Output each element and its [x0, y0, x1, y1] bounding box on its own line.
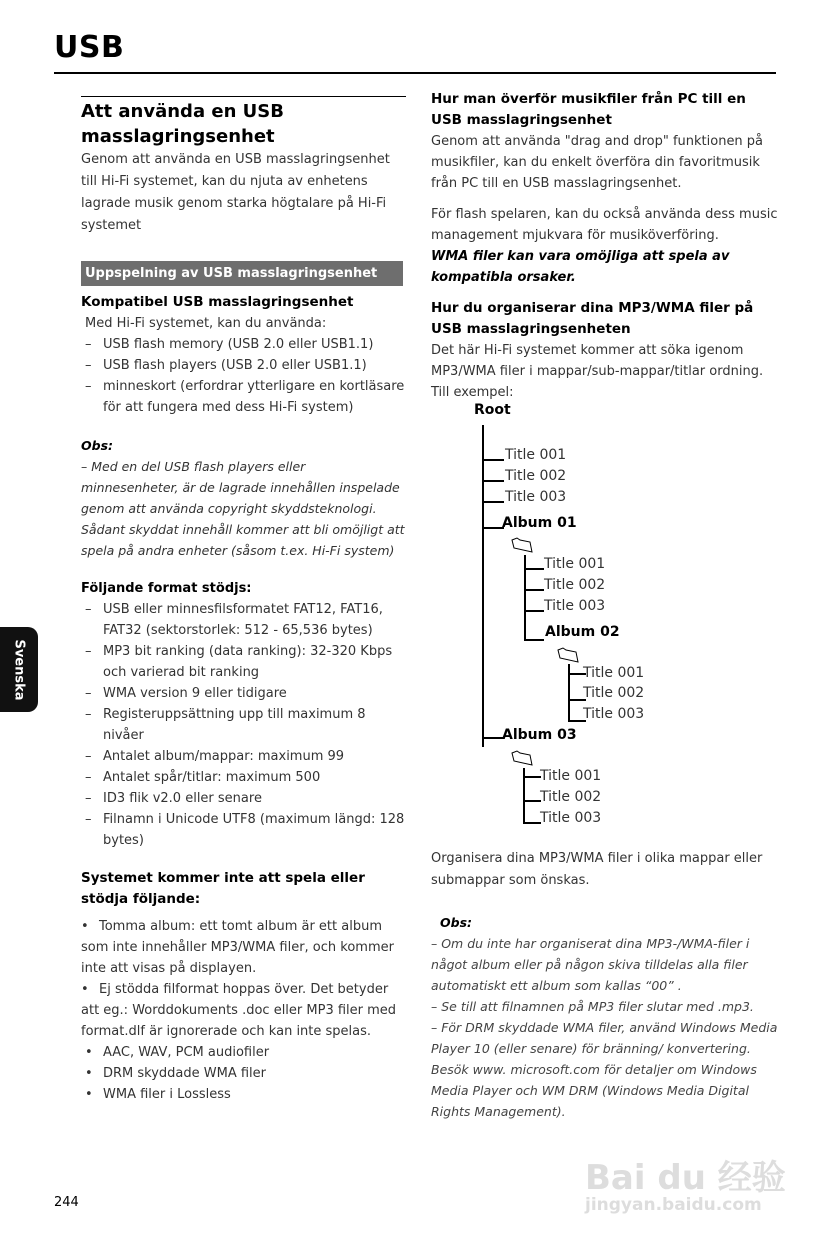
list-item-text: AAC, WAV, PCM audiofiler [103, 1045, 270, 1060]
bullet: – [85, 791, 92, 806]
list-item-text: MP3 bit ranking (data ranking): 32-320 Kbps och varierad bit ranking [103, 644, 393, 680]
bullet: – [85, 707, 92, 722]
list-item [81, 704, 406, 746]
unsupported-list [81, 916, 406, 1105]
list-item [81, 746, 406, 767]
watermark-logo: Bai du 经验 [585, 1158, 786, 1198]
transfer-heading: Hur man överför musikfiler från PC till en USB masslagringsenhet [431, 91, 746, 128]
tree-title: Title 001 [583, 665, 645, 681]
transfer-text-1: Genom att använda "drag and drop" funktionen på musikfiler, kan du enkelt överföra din favoritmusik från PC till en USB masslagringsenhet. [431, 134, 764, 191]
intro-text: Genom att använda en USB masslagringsenhet till Hi-Fi systemet, kan du njuta av enhetens lagrade musik genom starka högtalare på Hi-Fi systemet [81, 152, 390, 233]
tree-branch [524, 568, 544, 570]
list-item [81, 641, 406, 683]
bullet: – [85, 602, 92, 617]
left-column [81, 96, 406, 1105]
list-item-text: Tomma album: ett tomt album är ett album som inte innehåller MP3/WMA filer, och kommer inte att visas på displayen. [81, 919, 394, 976]
section-heading: Att använda en USB masslagringsenhet [81, 101, 284, 147]
tree-branch [523, 822, 541, 824]
list-item-text: WMA version 9 eller tidigare [103, 686, 287, 701]
folder-icon [557, 647, 579, 663]
header-rule [54, 72, 776, 74]
transfer-text-2: För flash spelaren, kan du också använda dess music management mjukvara för musiköverföring. [431, 207, 778, 243]
unsupported-heading: Systemet kommer inte att spela eller stödja följande: [81, 870, 365, 907]
tree-title: Title 001 [540, 768, 602, 784]
list-item [431, 996, 779, 1017]
tree-title: Title 001 [505, 447, 567, 463]
right-column-lower [431, 848, 779, 1122]
tree-title: Title 002 [544, 577, 606, 593]
bullet: • [85, 1066, 93, 1081]
list-item-text: Filnamn i Unicode UTF8 (maximum längd: 128 bytes) [103, 812, 405, 848]
formats-heading: Följande format stödjs: [81, 581, 252, 596]
organize-heading: Hur du organiserar dina MP3/WMA filer på USB masslagringsenheten [431, 300, 754, 337]
bullet: • [85, 1045, 93, 1060]
tree-branch [482, 737, 504, 739]
tree-branch [482, 527, 504, 529]
tree-title: Title 003 [544, 598, 606, 614]
list-item [81, 355, 406, 376]
compat-intro: Med Hi-Fi systemet, kan du använda: [85, 316, 327, 331]
bullet: – [85, 379, 92, 394]
formats-list [81, 599, 406, 851]
tree-branch [482, 459, 504, 461]
tree-title: Title 002 [540, 789, 602, 805]
list-item-text: – För DRM skyddade WMA filer, använd Windows Media Player 10 (eller senare) för bränning/ konvertering. Besök www. microsoft.com för detaljer om Windows Media Player och WM DRM (Windows Media Digital Rights Management). [431, 1020, 778, 1119]
tree-title: Title 001 [544, 556, 606, 572]
compat-heading: Kompatibel USB masslagringsenhet [81, 294, 354, 310]
list-item-text: ID3 flik v2.0 eller senare [103, 791, 262, 806]
list-item [431, 933, 779, 996]
tree-album: Album 01 [502, 515, 577, 531]
compat-list [81, 334, 406, 418]
list-item [81, 1084, 406, 1105]
tree-title: Title 002 [583, 685, 645, 701]
bullet: • [81, 982, 89, 997]
bullet: – [85, 770, 92, 785]
list-item [81, 767, 406, 788]
obs-label: Obs: [440, 915, 473, 930]
list-item [81, 334, 406, 355]
list-item-text: USB flash players (USB 2.0 eller USB1.1) [103, 358, 367, 373]
bullet: – [85, 337, 92, 352]
page-number: 244 [54, 1195, 79, 1210]
list-item [81, 1042, 406, 1063]
folder-icon [511, 537, 533, 553]
list-item-text: Ej stödda filformat hoppas över. Det betyder att eg.: Worddokuments .doc eller MP3 filer med format.dlf är ignorerade och kan inte spelas. [81, 982, 397, 1039]
tree-branch [482, 501, 504, 503]
right-column [431, 89, 779, 403]
language-tab [0, 627, 38, 712]
bullet: – [85, 644, 92, 659]
tree-branch [524, 639, 544, 641]
tree-root: Root [474, 402, 511, 418]
bullet: • [81, 919, 89, 934]
tree-line [482, 425, 484, 747]
tree-branch [523, 776, 541, 778]
list-item [81, 599, 406, 641]
tree-branch [523, 800, 541, 802]
organize-text: Det här Hi-Fi systemet kommer att söka igenom MP3/WMA filer i mappar/sub-mappar/titlar ordning. Till exempel: [431, 343, 764, 400]
list-item-text: DRM skyddade WMA filer [103, 1066, 267, 1081]
tree-branch [524, 589, 544, 591]
obs-text: – Med en del USB flash players eller minnesenheter, är de lagrade innehållen inspelade genom att använda copyright skyddsteknologi. Sådant skyddat innehåll kommer att bli omöjligt att spela på andra enheter (såsom t.ex. Hi-Fi system) [81, 459, 405, 558]
list-item [81, 788, 406, 809]
organize-after-text: Organisera dina MP3/WMA filer i olika mappar eller submappar som önskas. [431, 851, 763, 888]
section-band: Uppspelning av USB masslagringsenhet [81, 261, 403, 286]
language-label: Svenska [11, 638, 27, 701]
list-item-text: minneskort (erfordrar ytterligare en kortläsare för att fungera med dess Hi-Fi system) [103, 379, 405, 415]
watermark-url: jingyan.baidu.com [585, 1195, 762, 1215]
list-item-text: Antalet album/mappar: maximum 99 [103, 749, 345, 764]
tree-album: Album 02 [545, 624, 620, 640]
tree-album: Album 03 [502, 727, 577, 743]
list-item [81, 1063, 406, 1084]
tree-title: Title 003 [583, 706, 645, 722]
transfer-warning: WMA filer kan vara omöjliga att spela av kompatibla orsaker. [431, 249, 730, 285]
list-item-text: – Om du inte har organiserat dina MP3-/WMA-filer i något album eller på någon skiva tilldelas alla filer automatiskt ett album som kallas “00” . [431, 936, 750, 993]
bullet: – [85, 686, 92, 701]
bullet: – [85, 358, 92, 373]
bullet: – [85, 749, 92, 764]
list-item [431, 1017, 779, 1122]
list-item-text: USB eller minnesfilsformatet FAT12, FAT16, FAT32 (sektorstorlek: 512 - 65,536 bytes) [103, 602, 383, 638]
list-item [81, 376, 406, 418]
folder-icon [511, 750, 533, 766]
list-item-text: USB flash memory (USB 2.0 eller USB1.1) [103, 337, 374, 352]
tree-title: Title 003 [540, 810, 602, 826]
obs-label: Obs: [81, 438, 114, 453]
list-item-text: – Se till att filnamnen på MP3 filer slutar med .mp3. [431, 999, 754, 1014]
obs-list [431, 933, 779, 1122]
list-item [81, 809, 406, 851]
tree-branch [482, 480, 504, 482]
bullet: • [85, 1087, 93, 1102]
tree-branch [524, 610, 544, 612]
tree-title: Title 002 [505, 468, 567, 484]
tree-title: Title 003 [505, 489, 567, 505]
section-rule [81, 96, 406, 97]
bullet: – [85, 812, 92, 827]
list-item [81, 916, 406, 979]
list-item-text: WMA filer i Lossless [103, 1087, 231, 1102]
page-title: USB [54, 30, 125, 65]
list-item-text: Antalet spår/titlar: maximum 500 [103, 770, 321, 785]
list-item [81, 683, 406, 704]
list-item [81, 979, 406, 1042]
list-item-text: Registeruppsättning upp till maximum 8 nivåer [103, 707, 366, 743]
